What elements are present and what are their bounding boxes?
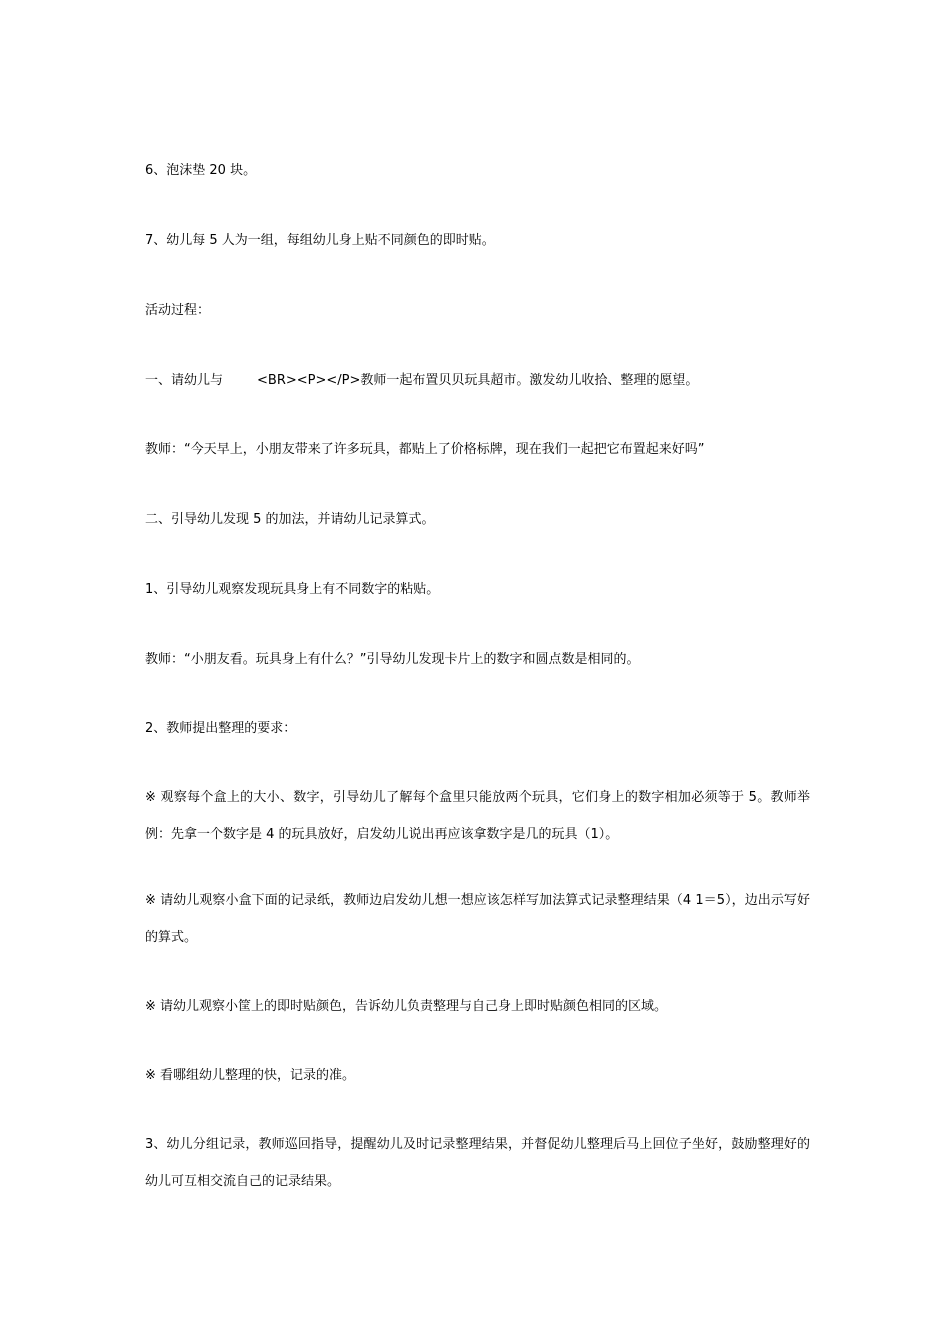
paragraph-step-two: 二、引导幼儿发现 5 的加法，并请幼儿记录算式。 [145,512,435,527]
paragraph-materials-7: 7、幼儿每 5 人为一组，每组幼儿身上贴不同颜色的即时贴。 [145,233,495,248]
paragraph-requirement-4: ※ 看哪组幼儿整理的快，记录的准。 [145,1068,356,1083]
section-heading-activity-process: 活动过程： [145,303,211,318]
paragraph-step-two-1: 1、引导幼儿观察发现玩具身上有不同数字的粘贴。 [145,582,440,597]
paragraph-materials-6: 6、泡沫垫 20 块。 [145,163,257,178]
paragraph-teacher-quote-2: 教师：“小朋友看。玩具身上有什么？”引导幼儿发现卡片上的数字和圆点数是相同的。 [145,652,640,667]
paragraph-requirement-1: ※ 观察每个盒上的大小、数字，引导幼儿了解每个盒里只能放两个玩具，它们身上的数字相加必须等于 5。教师举例：先拿一个数字是 4 的玩具放好，启发幼儿说出再应该拿数字是几的玩具（1）。 [145,790,810,842]
step-one-rest: <BR><P></P>教师一起布置贝贝玩具超市。激发幼儿收拾、整理的愿望。 [257,373,699,388]
paragraph-requirement-2: ※ 请幼儿观察小盒下面的记录纸，教师边启发幼儿想一想应该怎样写加法算式记录整理结果（4 1＝5），边出示写好的算式。 [145,893,810,945]
step-one-lead: 一、请幼儿与 [145,373,224,388]
paragraph-step-two-3: 3、幼儿分组记录，教师巡回指导，提醒幼儿及时记录整理结果，并督促幼儿整理后马上回位子坐好，鼓励整理好的幼儿可互相交流自己的记录结果。 [145,1137,810,1189]
paragraph-step-two-2: 2、教师提出整理的要求： [145,721,297,736]
paragraph-step-one [145,362,810,399]
paragraph-teacher-quote-1: 教师：“今天早上，小朋友带来了许多玩具，都贴上了价格标牌，现在我们一起把它布置起来好吗” [145,442,705,457]
paragraph-requirement-3: ※ 请幼儿观察小筐上的即时贴颜色，告诉幼儿负责整理与自己身上即时贴颜色相同的区域。 [145,999,668,1014]
